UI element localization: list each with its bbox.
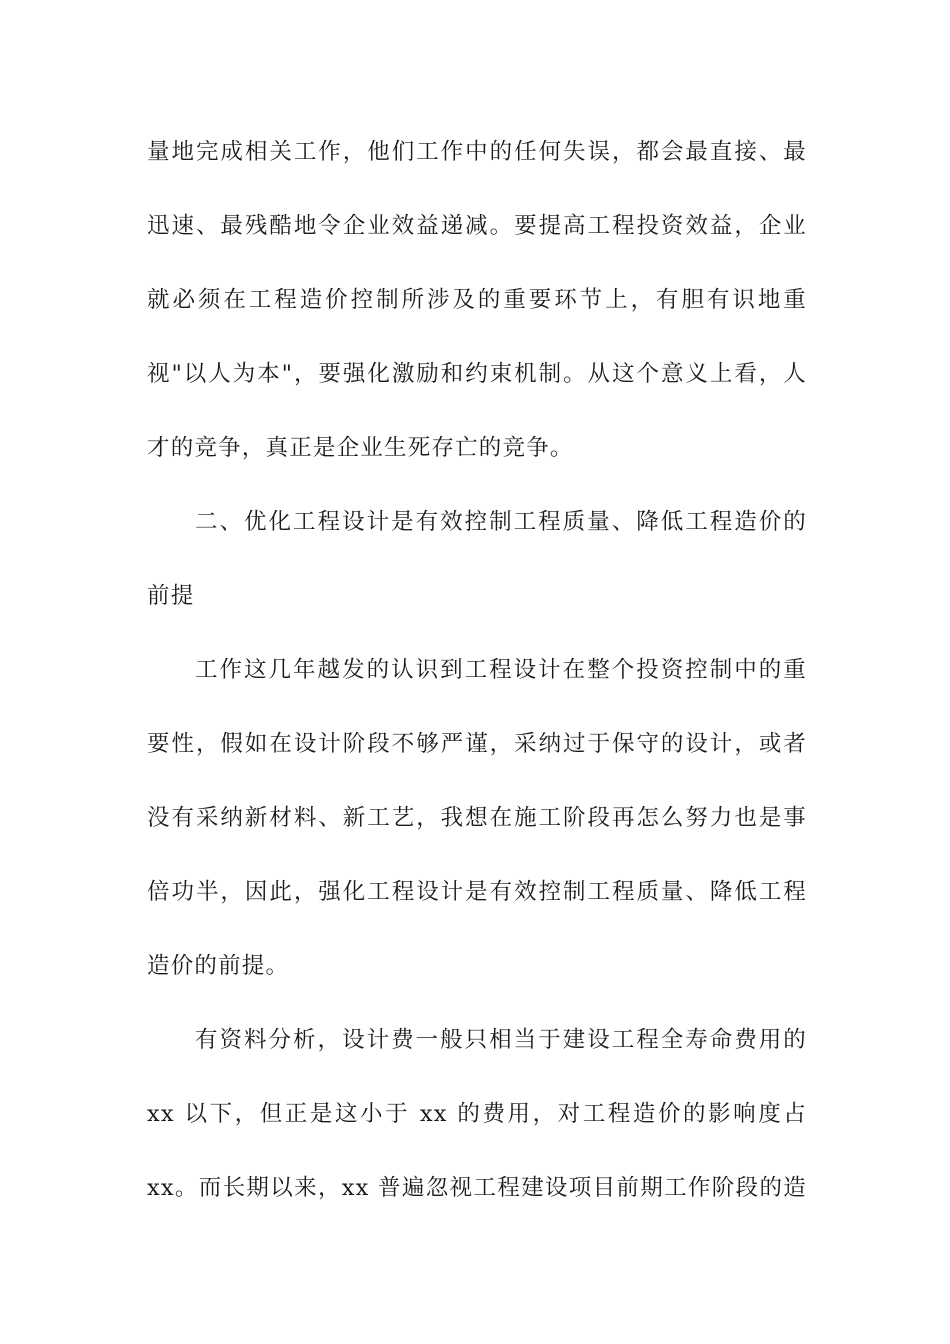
text-line-10: 没有采纳新材料、新工艺，我想在施工阶段再怎么努力也是事 — [147, 805, 807, 831]
text-line-12: 造价的前提。 — [147, 953, 290, 979]
section-heading-line-2: 前提 — [147, 583, 195, 609]
text-line-13: 有资料分析，设计费一般只相当于建设工程全寿命费用的 — [195, 1027, 807, 1053]
text-line-8: 工作这几年越发的认识到工程设计在整个投资控制中的重 — [195, 657, 807, 683]
text-line-5: 才的竞争，真正是企业生死存亡的竞争。 — [147, 435, 574, 461]
text-line-3: 就必须在工程造价控制所涉及的重要环节上，有胆有识地重 — [147, 287, 807, 313]
text-line-4: 视"以人为本"，要强化激励和约束机制。从这个意义上看，人 — [147, 361, 807, 387]
text-line-2: 迅速、最残酷地令企业效益递减。要提高工程投资效益，企业 — [147, 213, 807, 239]
section-heading-line-1: 二、优化工程设计是有效控制工程质量、降低工程造价的 — [195, 509, 807, 535]
text-line-15: xx。而长期以来，xx 普遍忽视工程建设项目前期工作阶段的造 — [147, 1175, 807, 1201]
text-line-11: 倍功半，因此，强化工程设计是有效控制工程质量、降低工程 — [147, 879, 807, 905]
text-line-9: 要性，假如在设计阶段不够严谨，采纳过于保守的设计，或者 — [147, 731, 807, 757]
text-line-1: 量地完成相关工作，他们工作中的任何失误，都会最直接、最 — [147, 139, 807, 165]
text-line-14: xx 以下，但正是这小于 xx 的费用，对工程造价的影响度占 — [147, 1101, 807, 1127]
